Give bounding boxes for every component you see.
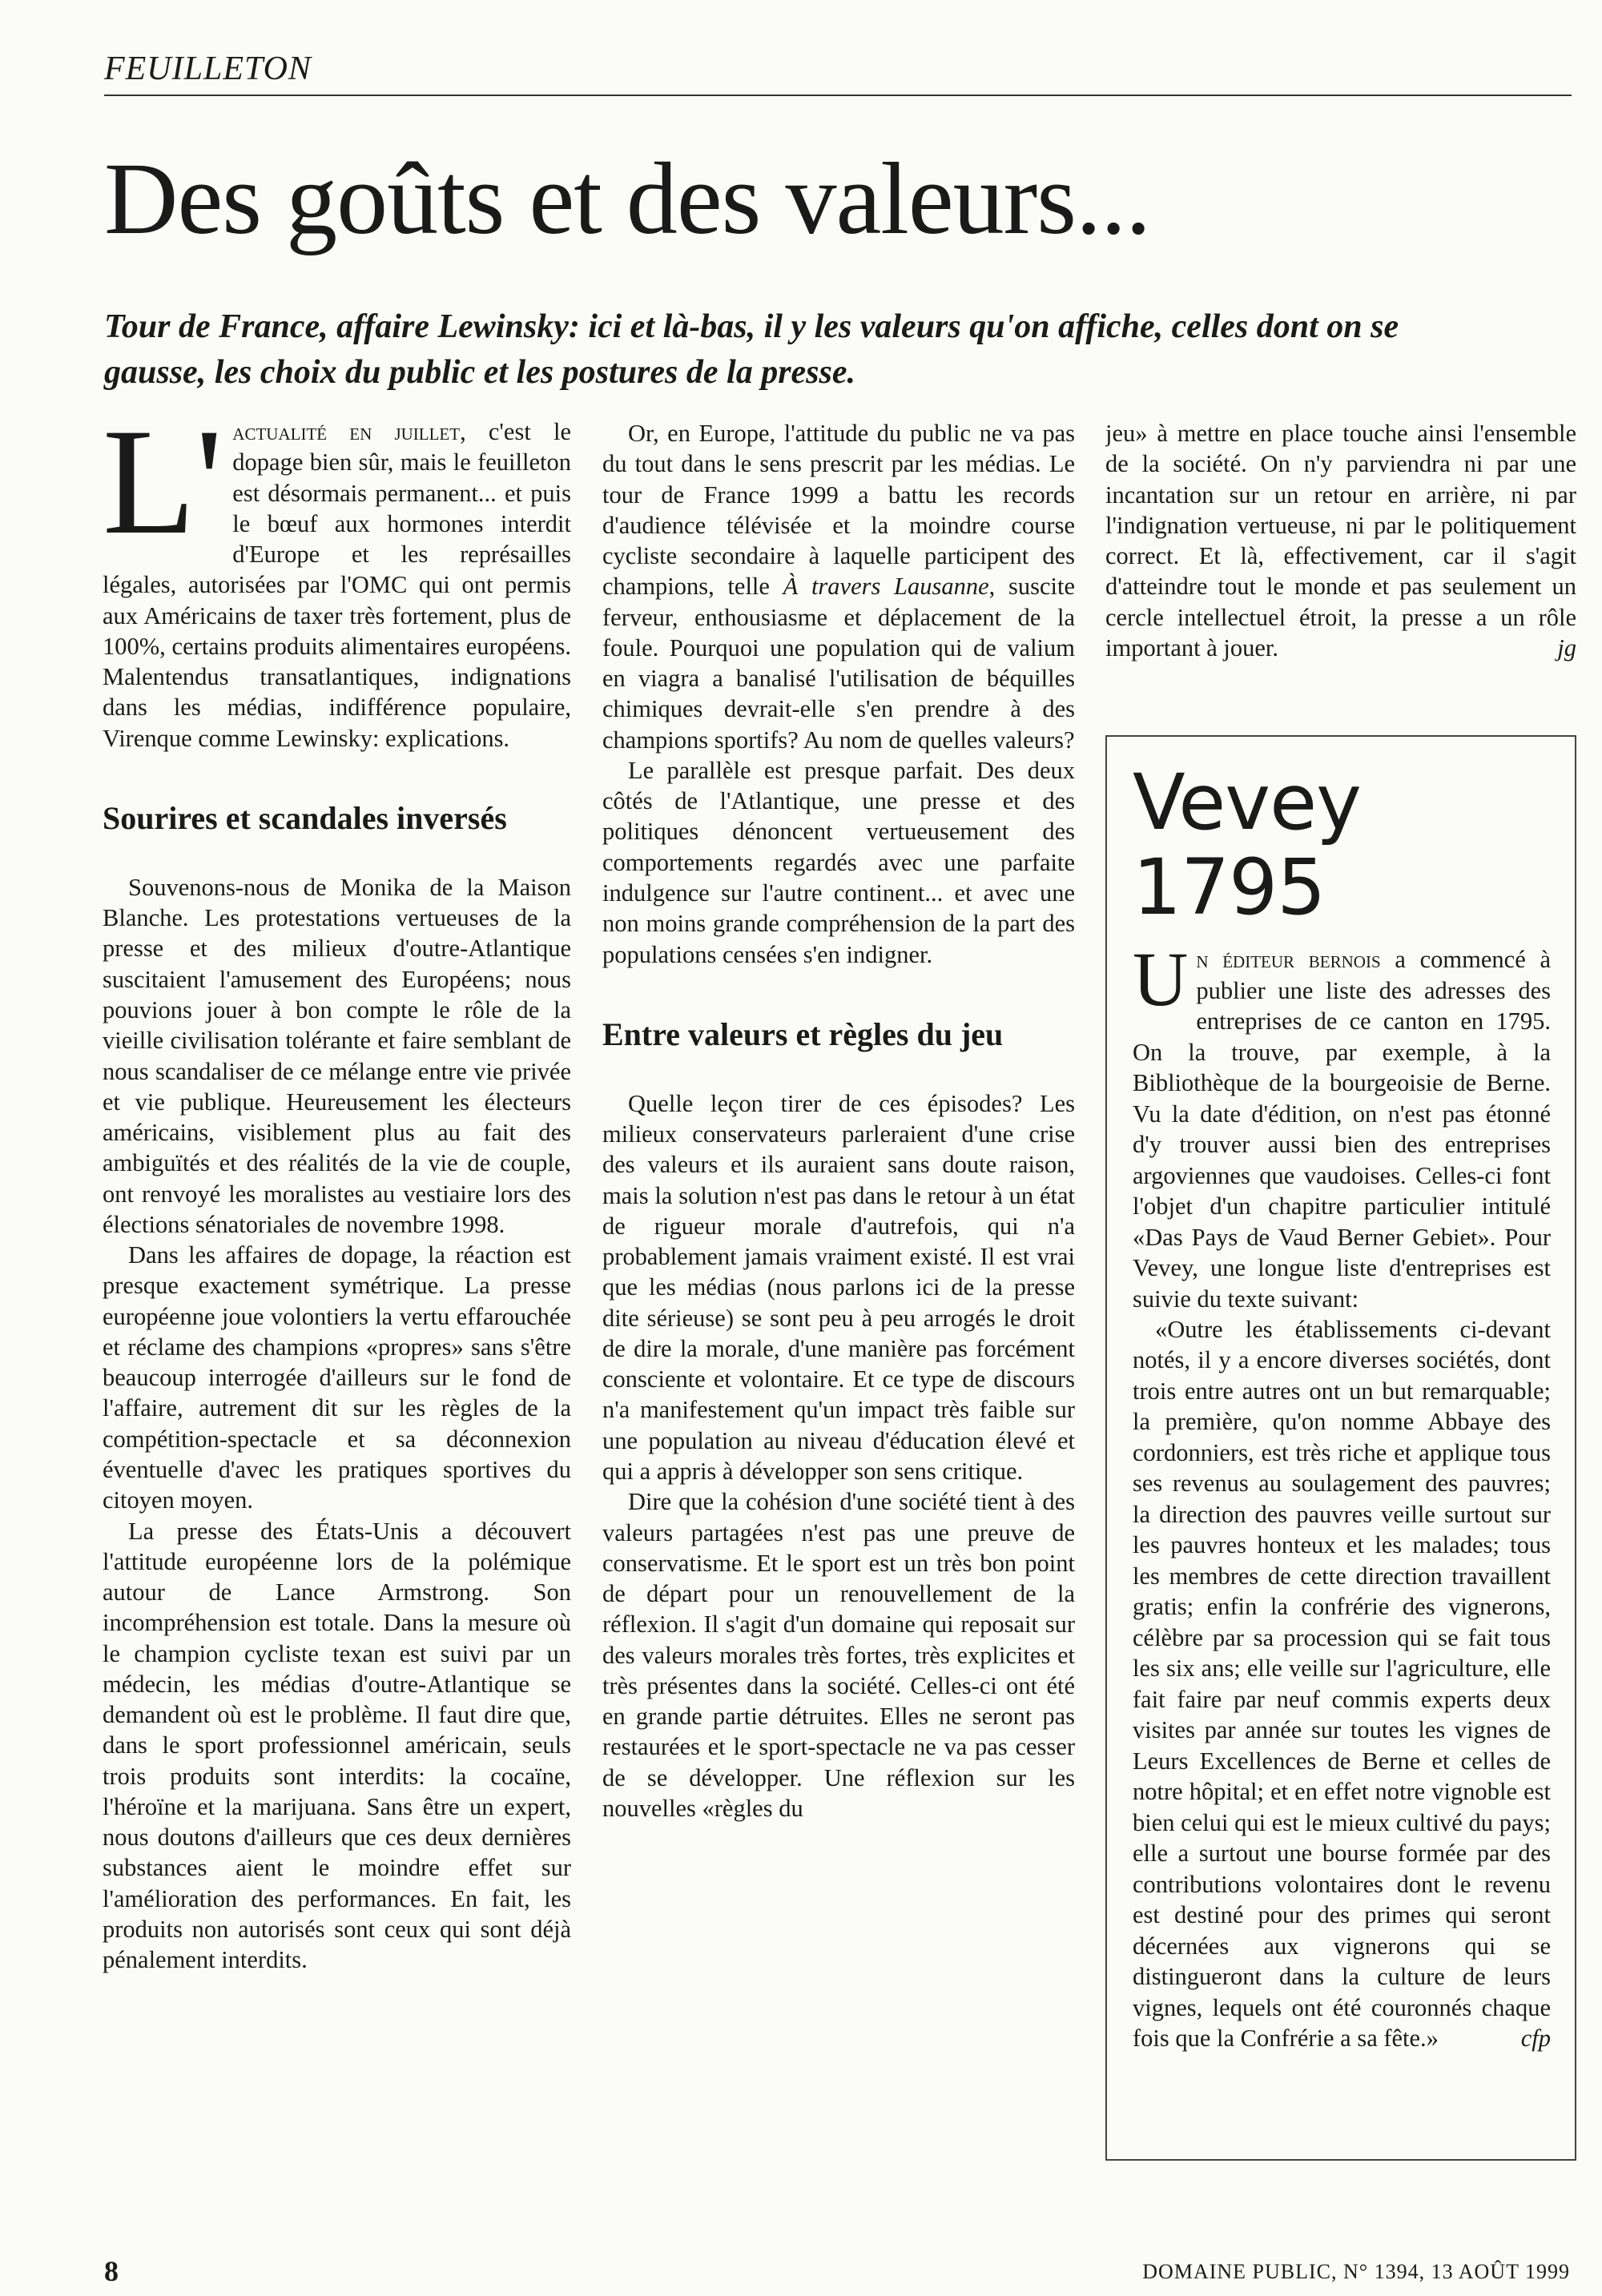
article-paragraph-7: Quelle leçon tirer de ces épisodes? Les milieux conservateurs parleraient d'une crise des valeurs et ils auraient sans doute raison, mais la solution n'est pas dans le retour à un état de rigueur morale d'autrefois, qui n'a probablement jamais vraiment existé. Il est vrai que les médias (nous parlons ici de la presse dite sérieuse) se sont peu à peu arrogés le droit de dire la morale, d'une manière pas forcément consciente et volontaire. Et ce type de discours n'a manifestement qu'un impact très faible sur une population au niveau d'éducation élevé et qui a appris à développer son sens critique. [602,1089,1075,1485]
paragraph-text: , c'est le dopage bien sûr, mais le feuilleton est désormais permanent... et puis le bœuf aux hormones interdit d'Europe et les représailles légales, autorisées par l'OMC qui ont permis aux Américains de taxer très fortement, plus de 100%, certains produits alimentaires européens. Malentendus transatlantiques, indignations dans les médias, indifférence populaire, Virenque comme Lewinsky: explications. [103,418,571,752]
article-column-1 [103,398,571,1975]
article-paragraph-8-continued: jeu» à mettre en place touche ainsi l'ensemble de la société. On n'y parviendra ni par une incantation sur un retour en arrière, ni par l'indignation vertueuse, ni par le politiquement correct. Et là, effectivement, car il s'agit d'atteindre tout le monde et pas seulement un cercle intellectuel étroit, la presse a un rôle important à jouer. jg [1105,418,1576,663]
box-title: Vevey 1795 [1133,758,1361,932]
publication-info: DOMAINE PUBLIC, N° 1394, 13 AOÛT 1999 [1142,2260,1570,2283]
article-paragraph-2: Souvenons-nous de Monika de la Maison Blanche. Les protestations vertueuses de la presse et des milieux d'outre-Atlantique suscitaient l'amusement des Européens; nous pouvions jouer à bon compte le rôle de la vieille civilisation tolérante et faire semblant de nous scandaliser de ce mélange entre vie privée et vie publique. Heureusement les électeurs américains, visiblement plus au fait des ambiguïtés et des réalités de la vie de couple, ont renvoyé les moralistes au vestiaire lors des élections sénatoriales de novembre 1998. [103,873,571,1238]
article-paragraph-8: Dire que la cohésion d'une société tient à des valeurs partagées n'est pas une preuve de conservatisme. Et le sport est un très bon point de départ pour un renouvellement de la réflexion. Il s'agit d'un domaine qui reposait sur des valeurs morales très fortes, très explicites et très présentes dans la société. Celles-ci ont été en grande partie détruites. Elles ne seront pas restaurées et le sport-spectacle ne va pas cesser de se développer. Une réflexion sur les nouvelles «règles du [602,1488,1075,1822]
article-column-3 [1105,418,1576,722]
paragraph-text: Or, en Europe, l'attitude du public ne va pas du tout dans le sens prescrit par les médias. Le tour de France 1999 a battu les records d'audience télévisée et la moindre course cycliste secondaire à laquelle participent des champions, telle [602,420,1075,601]
sidebar-box-vevey [1105,735,1576,2161]
article-column-2 [602,418,1075,1824]
subheading-sourires: Sourires et scandales inversés [103,799,507,836]
box-opening-smallcaps: n éditeur bernois [1196,946,1381,974]
subheading-valeurs: Entre valeurs et règles du jeu [602,1015,1004,1052]
box-body [1133,936,1551,2053]
article-paragraph-3: Dans les affaires de dopage, la réaction est presque exactement symétrique. La presse européenne joue volontiers la vertu effarouchée et réclame des champions «propres» sans s'être beaucoup interrogée d'ailleurs sur le fond de l'affaire, autrement dit sur les règles de la compétition-spectacle et sa déconnexion éventuelle d'avec les pratiques sportives du citoyen moyen. [103,1241,571,1514]
paragraph-text: «Outre les établissements ci-devant notés, il y a encore diverses sociétés, dont trois entre autres ont un but remarquable; la première, qu'on nomme Abbaye des cordonniers, est très riche et applique tous ses revenus au soulagement des pauvres; la direction des pauvres veille surtout sur les pauvres honteux et les malades; tous les membres de cette direction travaillent gratis; enfin la confrérie des vignerons, célèbre par sa procession qui se fait tous les six ans; elle veille sur l'agriculture, elle fait faire par neuf commis experts deux visites par année sur toutes les vignes de Leurs Excellences de Berne et celles de notre hôpital; et en effet notre vignoble est bien celui qui est le mieux cultivé du pays; elle a surtout une bourse formée par des contributions volontaires dont le revenu est destiné pour des primes qui seront décernées aux vignerons qui se distingueront dans la culture de leurs vignes, lequels ont été couronnés chaque fois que la Confrérie a sa fête.» [1133,1316,1551,2053]
paragraph-text: , suscite ferveur, enthousiasme et déplacement de la foule. Pourquoi une population qui de valium en viagra a banalisé l'utilisation de béquilles chimiques devrait-elle s'en prendre à des champions sportifs? Au nom de quelles valeurs? [602,573,1075,754]
section-label: FEUILLETON [104,50,312,87]
box-signature: cfp [1520,2025,1551,2053]
paragraph-text: a commencé à publier une liste des adresses des entreprises de ce canton en 1795. On la trouve, par exemple, à la Bibliothèque de la bourgeoisie de Berne. Vu la date d'édition, on n'est pas étonné d'y trouver aussi bien des entreprises argoviennes que vaudoises. Celles-ci font l'objet d'un chapitre particulier intitulé «Das Pays de Vaud Berner Gebiet». Pour Vevey, une longue liste d'entreprises est suivie du texte suivant: [1133,946,1551,1313]
article-paragraph-4: La presse des États-Unis a découvert l'attitude européenne lors de la polémique autour de Lance Armstrong. Son incompréhension est totale. Dans la mesure où le champion cycliste texan est suivi par un médecin, les médias d'outre-Atlantique se demandent où est le problème. Il faut dire que, dans le sport professionnel américain, seuls trois produits sont interdits: la cocaïne, l'héroïne et la marijuana. Sans être un expert, nous doutons d'ailleurs que ces deux dernières substances aient le moindre effet sur l'amélioration des performances. En fait, les produits non autorisés sont ceux qui sont déjà pénalement interdits. [103,1517,571,1974]
box-paragraph-2 [1133,1314,1551,2054]
article-paragraph-5 [602,418,1075,755]
race-name: À travers Lausanne [783,573,989,601]
lede: Tour de France, affaire Lewinsky: ici et là-bas, il y les valeurs qu'on affiche, celles dont on se gausse, les choix du public et les postures de la presse. [104,308,1399,391]
box-paragraph-1 [1133,936,1551,1314]
opening-smallcaps: actualité en juillet [232,418,461,445]
page-number: 8 [104,2255,119,2287]
article-paragraph-1 [103,398,571,754]
article-signature: jg [1557,633,1576,661]
header-rule [104,94,1572,96]
box-dropcap: U [1133,936,1189,1023]
headline: Des goûts et des valeurs... [104,142,1151,255]
dropcap: L' [103,398,223,566]
article-paragraph-6: Le parallèle est presque parfait. Des deux côtés de l'Atlantique, une presse et des politiques dénoncent vertueusement des comportements regardés avec une parfaite indulgence sur l'autre continent... et avec une non moins grande compréhension de la part des populations censées s'en indigner. [602,756,1075,968]
